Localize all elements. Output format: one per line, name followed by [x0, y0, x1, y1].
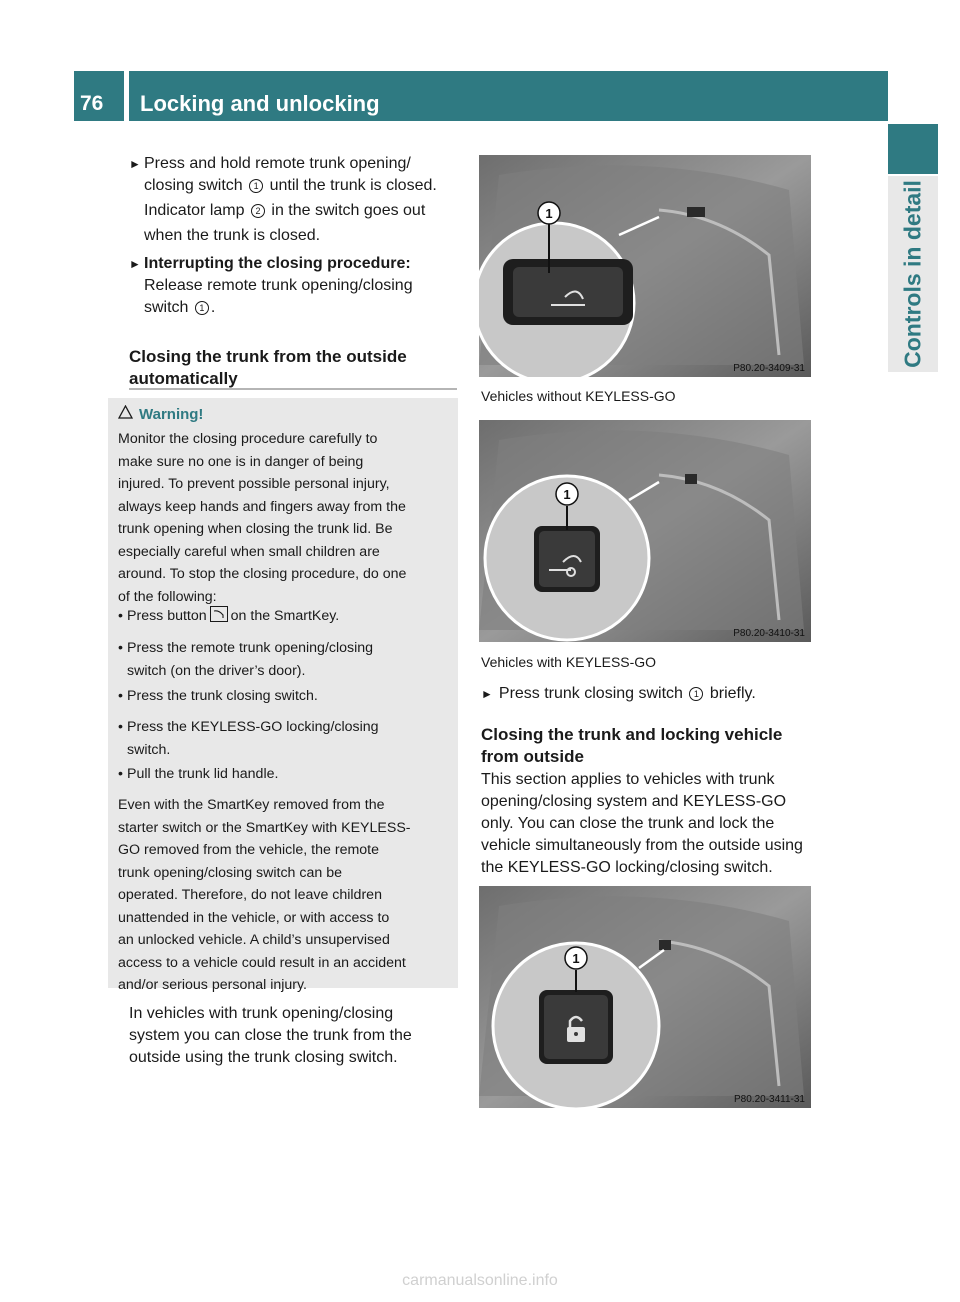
callout-marker: 1 — [689, 687, 703, 701]
image-code: P80.20-3411-31 — [734, 1094, 805, 1105]
page-number-block — [74, 71, 124, 121]
trunk-switch-photo-without-keyless — [479, 155, 811, 377]
warning-triangle-icon — [118, 405, 133, 423]
image-caption-with-keyless: Vehicles with KEYLESS-GO — [481, 654, 657, 670]
callout-marker: 2 — [251, 204, 265, 218]
callout-marker: 1 — [195, 301, 209, 315]
warning-paragraph-2: Even with the SmartKey removed from the starter switch or the SmartKey with KEYLESS- GO removed from the vehicle, the remote trunk opening/closing switch can be operated. Therefore, do not leave children unattended in the vehicle, or with access to an unlocked vehicle. A child’s unsupervised access to a vehicle could result in an accident and/or serious personal injury. — [118, 797, 411, 993]
image-callout-marker: 1 — [545, 206, 553, 221]
section-heading-locking: Closing the trunk and locking vehicle from outside — [481, 725, 783, 766]
side-tab-block — [888, 124, 938, 174]
section-heading-automatic: Closing the trunk from the outside automatically — [129, 347, 407, 388]
arrow-icon: ► — [129, 257, 141, 271]
watermark: carmanualsonline.info — [402, 1272, 558, 1289]
image-code: P80.20-3409-31 — [733, 363, 805, 374]
image-caption-without-keyless: Vehicles without KEYLESS-GO — [481, 388, 676, 404]
arrow-icon: ► — [481, 687, 493, 701]
section-header — [129, 71, 888, 121]
keyless-paragraph: This section applies to vehicles with trunk opening/closing system and KEYLESS-GO only. You can close the trunk and lock the vehicle simultaneously from the outside using the KEYLESS-GO locking/closing switch. — [481, 771, 803, 876]
closing-switch-paragraph: In vehicles with trunk opening/closing system you can close the trunk from the outside using the trunk closing switch. — [129, 1005, 412, 1066]
warning-box: Warning! Monitor the closing procedure carefully to make sure no one is in danger of being injured. To prevent possible personal injury, always keep hands and fingers away from the trunk opening when closing the trunk lid. Be especially careful when small children are around. To stop the closing procedure, do one of the following: • Press button on the SmartKey. • Press the remote trunk opening/closing switch (on the driver’s door). • Press the trunk closing switch. • Press the KEYLESS-GO locking/closing switch. • Pull the trunk lid handle. Even with the SmartKey removed from the starter switch or the SmartKey with KEYLESS- GO removed from the vehicle, the remote trunk opening/closing switch can be operated. Therefore, do not leave children unattended in the vehicle, or with access to an unlocked vehicle. A child’s unsupervised access to a vehicle could result in an accident and/or serious personal injury. — [108, 398, 458, 988]
section-title: Locking and unlocking — [140, 91, 380, 116]
image-callout-marker: 1 — [572, 951, 580, 966]
image-code: P80.20-3410-31 — [733, 628, 805, 639]
instruction-step-right: ► Press trunk closing switch 1 briefly. — [481, 685, 756, 702]
trunk-switch-photo-with-keyless — [479, 420, 811, 642]
section-divider — [129, 388, 457, 390]
side-tab-label: Controls in detail — [899, 180, 926, 368]
warning-paragraph-1: Monitor the closing procedure carefully to make sure no one is in danger of being injured. To prevent possible personal injury, always keep hands and fingers away from the trunk opening when closing the trunk lid. Be especially careful when small children are around. To stop the closing procedure, do one of the following: — [118, 431, 407, 605]
trunk-key-icon — [210, 606, 228, 622]
image-callout-marker: 1 — [563, 487, 571, 502]
callout-marker: 1 — [249, 179, 263, 193]
page-number: 76 — [80, 92, 104, 115]
arrow-icon: ► — [129, 157, 141, 171]
warning-title: Warning! — [118, 405, 203, 423]
keyless-lock-switch-photo — [479, 886, 811, 1108]
